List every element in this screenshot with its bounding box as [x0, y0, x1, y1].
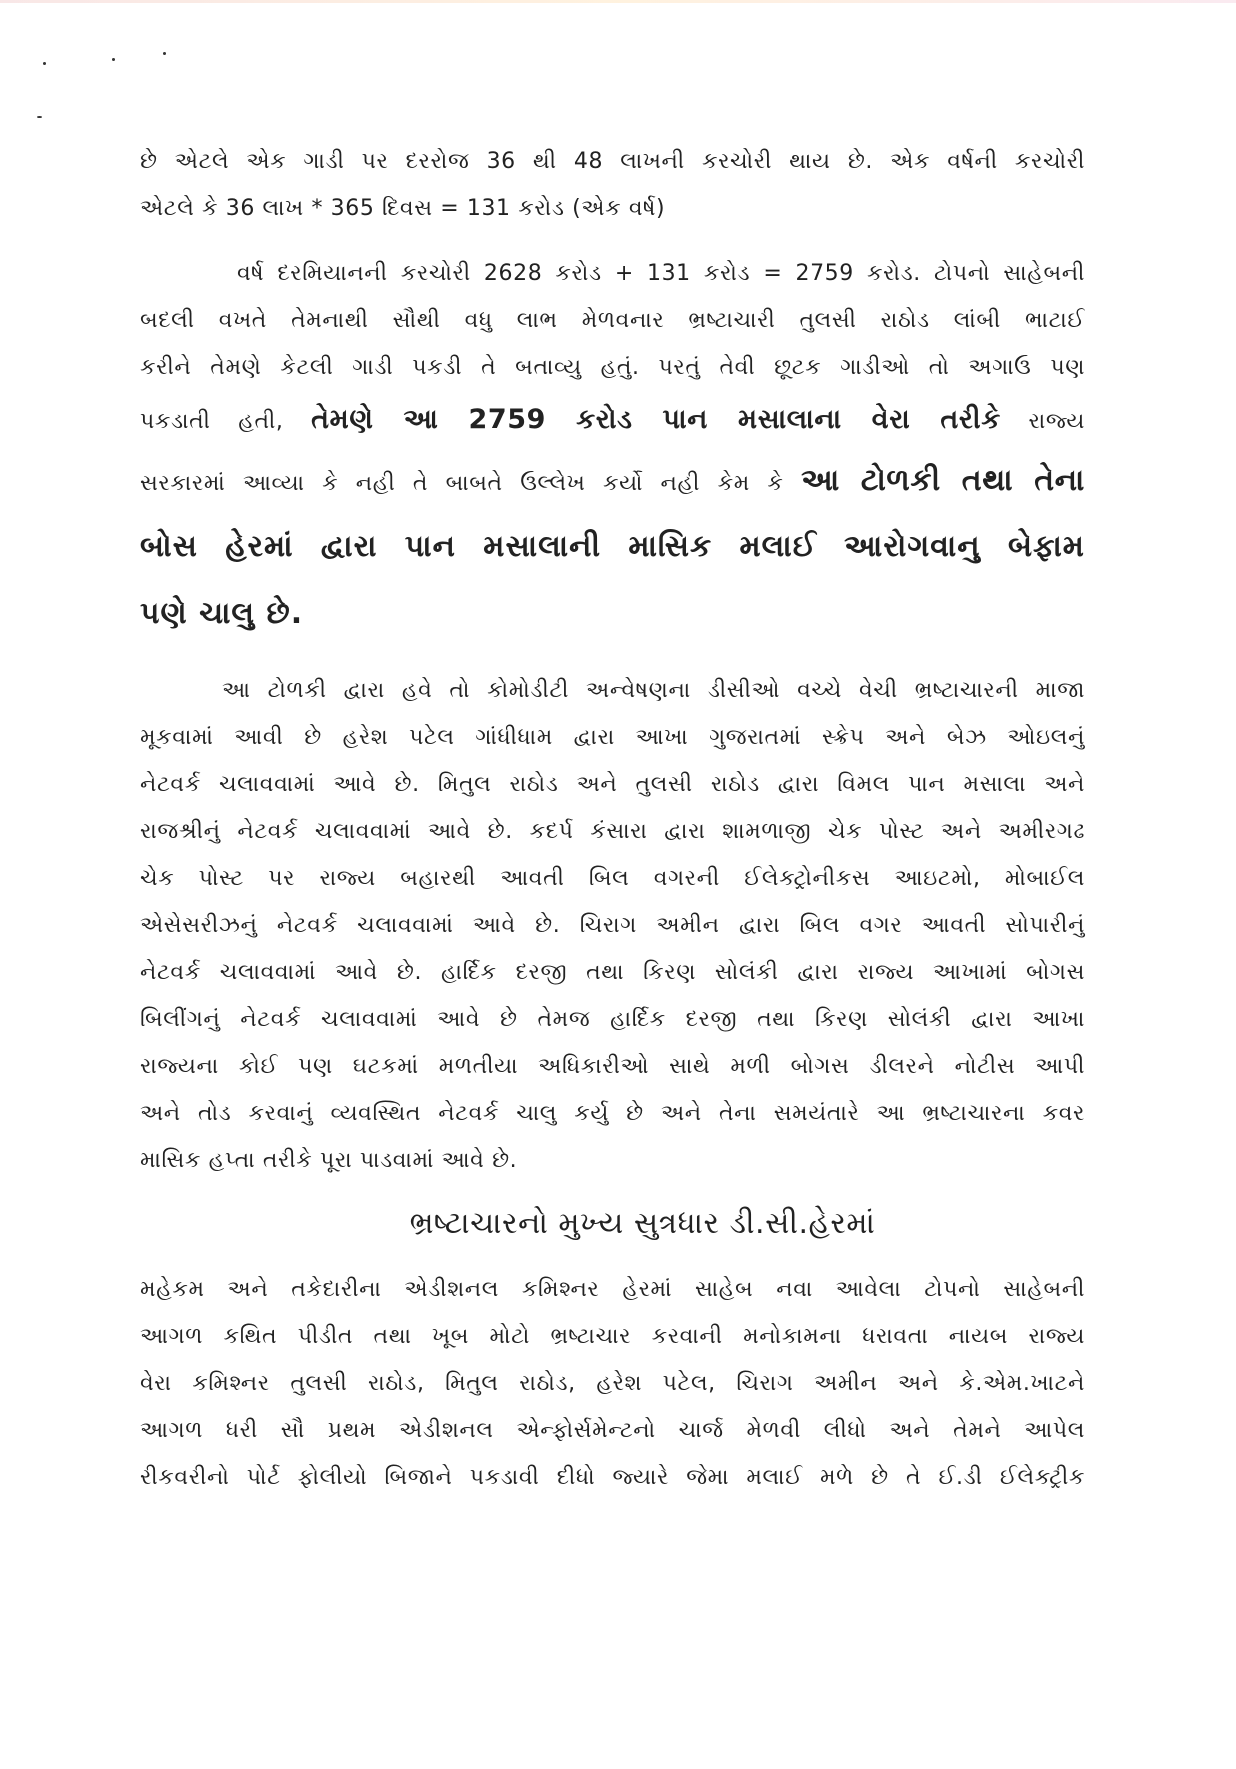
scan-speck [43, 62, 46, 65]
scan-speck [163, 52, 166, 55]
emphasized-line: પણે ચાલુ છે. [140, 596, 304, 631]
section-heading: ભ્રષ્ટાચારનો મુખ્ય સુત્રધાર ડી.સી.હેરમાં [409, 1206, 876, 1241]
emphasized-line: બોસ હેરમાં દ્વારા પાન મસાલાની માસિક મલાઈ આરોગવાનુ બેફામ [140, 529, 1085, 564]
text-line: એટલે કે 36 લાખ * 365 દિવસ = 131 કરોડ (એક વર્ષ) [140, 196, 666, 221]
text-line: ચેક પોસ્ટ પર રાજ્ય બહારથી આવતી બિલ વગરની ઈલેક્ટ્રોનીકસ આઇટમો, મોબાઈલ [140, 866, 1085, 891]
text-line: રીકવરીનો પોર્ટ ફોલીયો બિજાને પકડાવી દીધો જ્યારે જેમા મલાઈ મળે છે તે ઈ.ડી ઈલેક્ટ્રીક [140, 1465, 1085, 1490]
text-line-mixed [140, 449, 1085, 513]
paragraph-3 [140, 667, 1085, 1184]
text-line: વેરા કમિશ્નર તુલસી રાઠોડ, મિતુલ રાઠોડ, હરેશ પટેલ, ચિરાગ અમીન અને કે.એમ.ખાટને [140, 1371, 1085, 1396]
text-line: મહેકમ અને તકેદારીના એડીશનલ કમિશ્નર હેરમાં સાહેબ નવા આવેલા ટોપનો સાહેબની [140, 1277, 1085, 1302]
text-line: રાજશ્રીનું નેટવર્ક ચલાવવામાં આવે છે. કદર્પ કંસારા દ્વારા શામળાજી ચેક પોસ્ટ અને અમીરગઢ [140, 819, 1085, 844]
text-line: આ ટોળકી દ્વારા હવે તો કોમોડીટી અન્વેષણના ડીસીઓ વચ્ચે વેચી ભ્રષ્ટાચારની માજા [222, 678, 1085, 703]
text-line: બદલી વખતે તેમનાથી સૌથી વધુ લાભ મેળવનાર ભ્રષ્ટાચારી તુલસી રાઠોડ લાંબી ભાટાઈ [140, 308, 1085, 333]
text-line: મૂકવામાં આવી છે હરેશ પટેલ ગાંધીધામ દ્વારા આખા ગુજરાતમાં સ્ક્રેપ અને બેઝ ઓઇલનું [140, 725, 1085, 750]
text-segment: સરકારમાં આવ્યા કે નહી તે બાબતે ઉલ્લેખ કર્યો નહી કેમ કે [140, 471, 784, 496]
scan-speck [112, 58, 115, 61]
emphasized-text: તેમણે આ 2759 કરોડ પાન મસાલાના વેરા તરીકે [311, 404, 1001, 435]
scan-speck [37, 116, 42, 118]
text-segment: રાજ્ય [1028, 409, 1085, 434]
text-line: નેટવર્ક ચલાવવામાં આવે છે. મિતુલ રાઠોડ અને તુલસી રાઠોડ દ્વારા વિમલ પાન મસાલા અને [140, 772, 1085, 797]
paragraph-4 [140, 1266, 1085, 1501]
text-line-mixed [140, 391, 1085, 449]
text-line: એસેસરીઝનું નેટવર્ક ચલાવવામાં આવે છે. ચિરાગ અમીન દ્વારા બિલ વગર આવતી સોપારીનું [140, 913, 1085, 938]
text-line: આગળ ધરી સૌ પ્રથમ એડીશનલ એન્ફોર્સમેન્ટનો ચાર્જ મેળવી લીધો અને તેમને આપેલ [140, 1418, 1085, 1443]
document-body [140, 138, 1085, 1501]
text-line: આગળ કથિત પીડીત તથા ખૂબ મોટો ભ્રષ્ટાચાર કરવાની મનોકામના ધરાવતા નાયબ રાજ્ય [140, 1324, 1085, 1349]
paragraph-1 [140, 138, 1085, 232]
text-line: નેટવર્ક ચલાવવામાં આવે છે. હાર્દિક દરજી તથા કિરણ સોલંકી દ્વારા રાજ્ય આખામાં બોગસ [140, 960, 1085, 985]
text-segment: પકડાતી હતી, [140, 409, 284, 434]
emphasized-text: આ ટોળકી તથા તેના [801, 463, 1086, 498]
text-line: માસિક હપ્તા તરીકે પૂરા પાડવામાં આવે છે. [140, 1148, 518, 1173]
text-line: છે એટલે એક ગાડી પર દરરોજ 36 થી 48 લાખની કરચોરી થાય છે. એક વર્ષની કરચોરી [140, 149, 1085, 174]
text-line: કરીને તેમણે કેટલી ગાડી પકડી તે બતાવ્યુ હતું. પરતું તેવી છૂટક ગાડીઓ તો અગાઉ પણ [140, 355, 1085, 380]
text-line: વર્ષ દરમિયાનની કરચોરી 2628 કરોડ + 131 કરોડ = 2759 કરોડ. ટોપનો સાહેબની [237, 261, 1085, 286]
text-line: અને તોડ કરવાનું વ્યવસ્થિત નેટવર્ક ચાલુ કર્યુ છે અને તેના સમયંતારે આ ભ્રષ્ટાચારના કવર [140, 1101, 1085, 1126]
scan-edge-strip [0, 0, 1236, 3]
text-line: રાજ્યના કોઈ પણ ઘટકમાં મળતીયા અધિકારીઓ સાથે મળી બોગસ ડીલરને નોટીસ આપી [140, 1054, 1085, 1079]
text-line: બિલીંગનું નેટવર્ક ચલાવવામાં આવે છે તેમજ હાર્દિક દરજી તથા કિરણ સોલંકી દ્વારા આખા [140, 1007, 1085, 1032]
paragraph-2 [140, 250, 1085, 647]
